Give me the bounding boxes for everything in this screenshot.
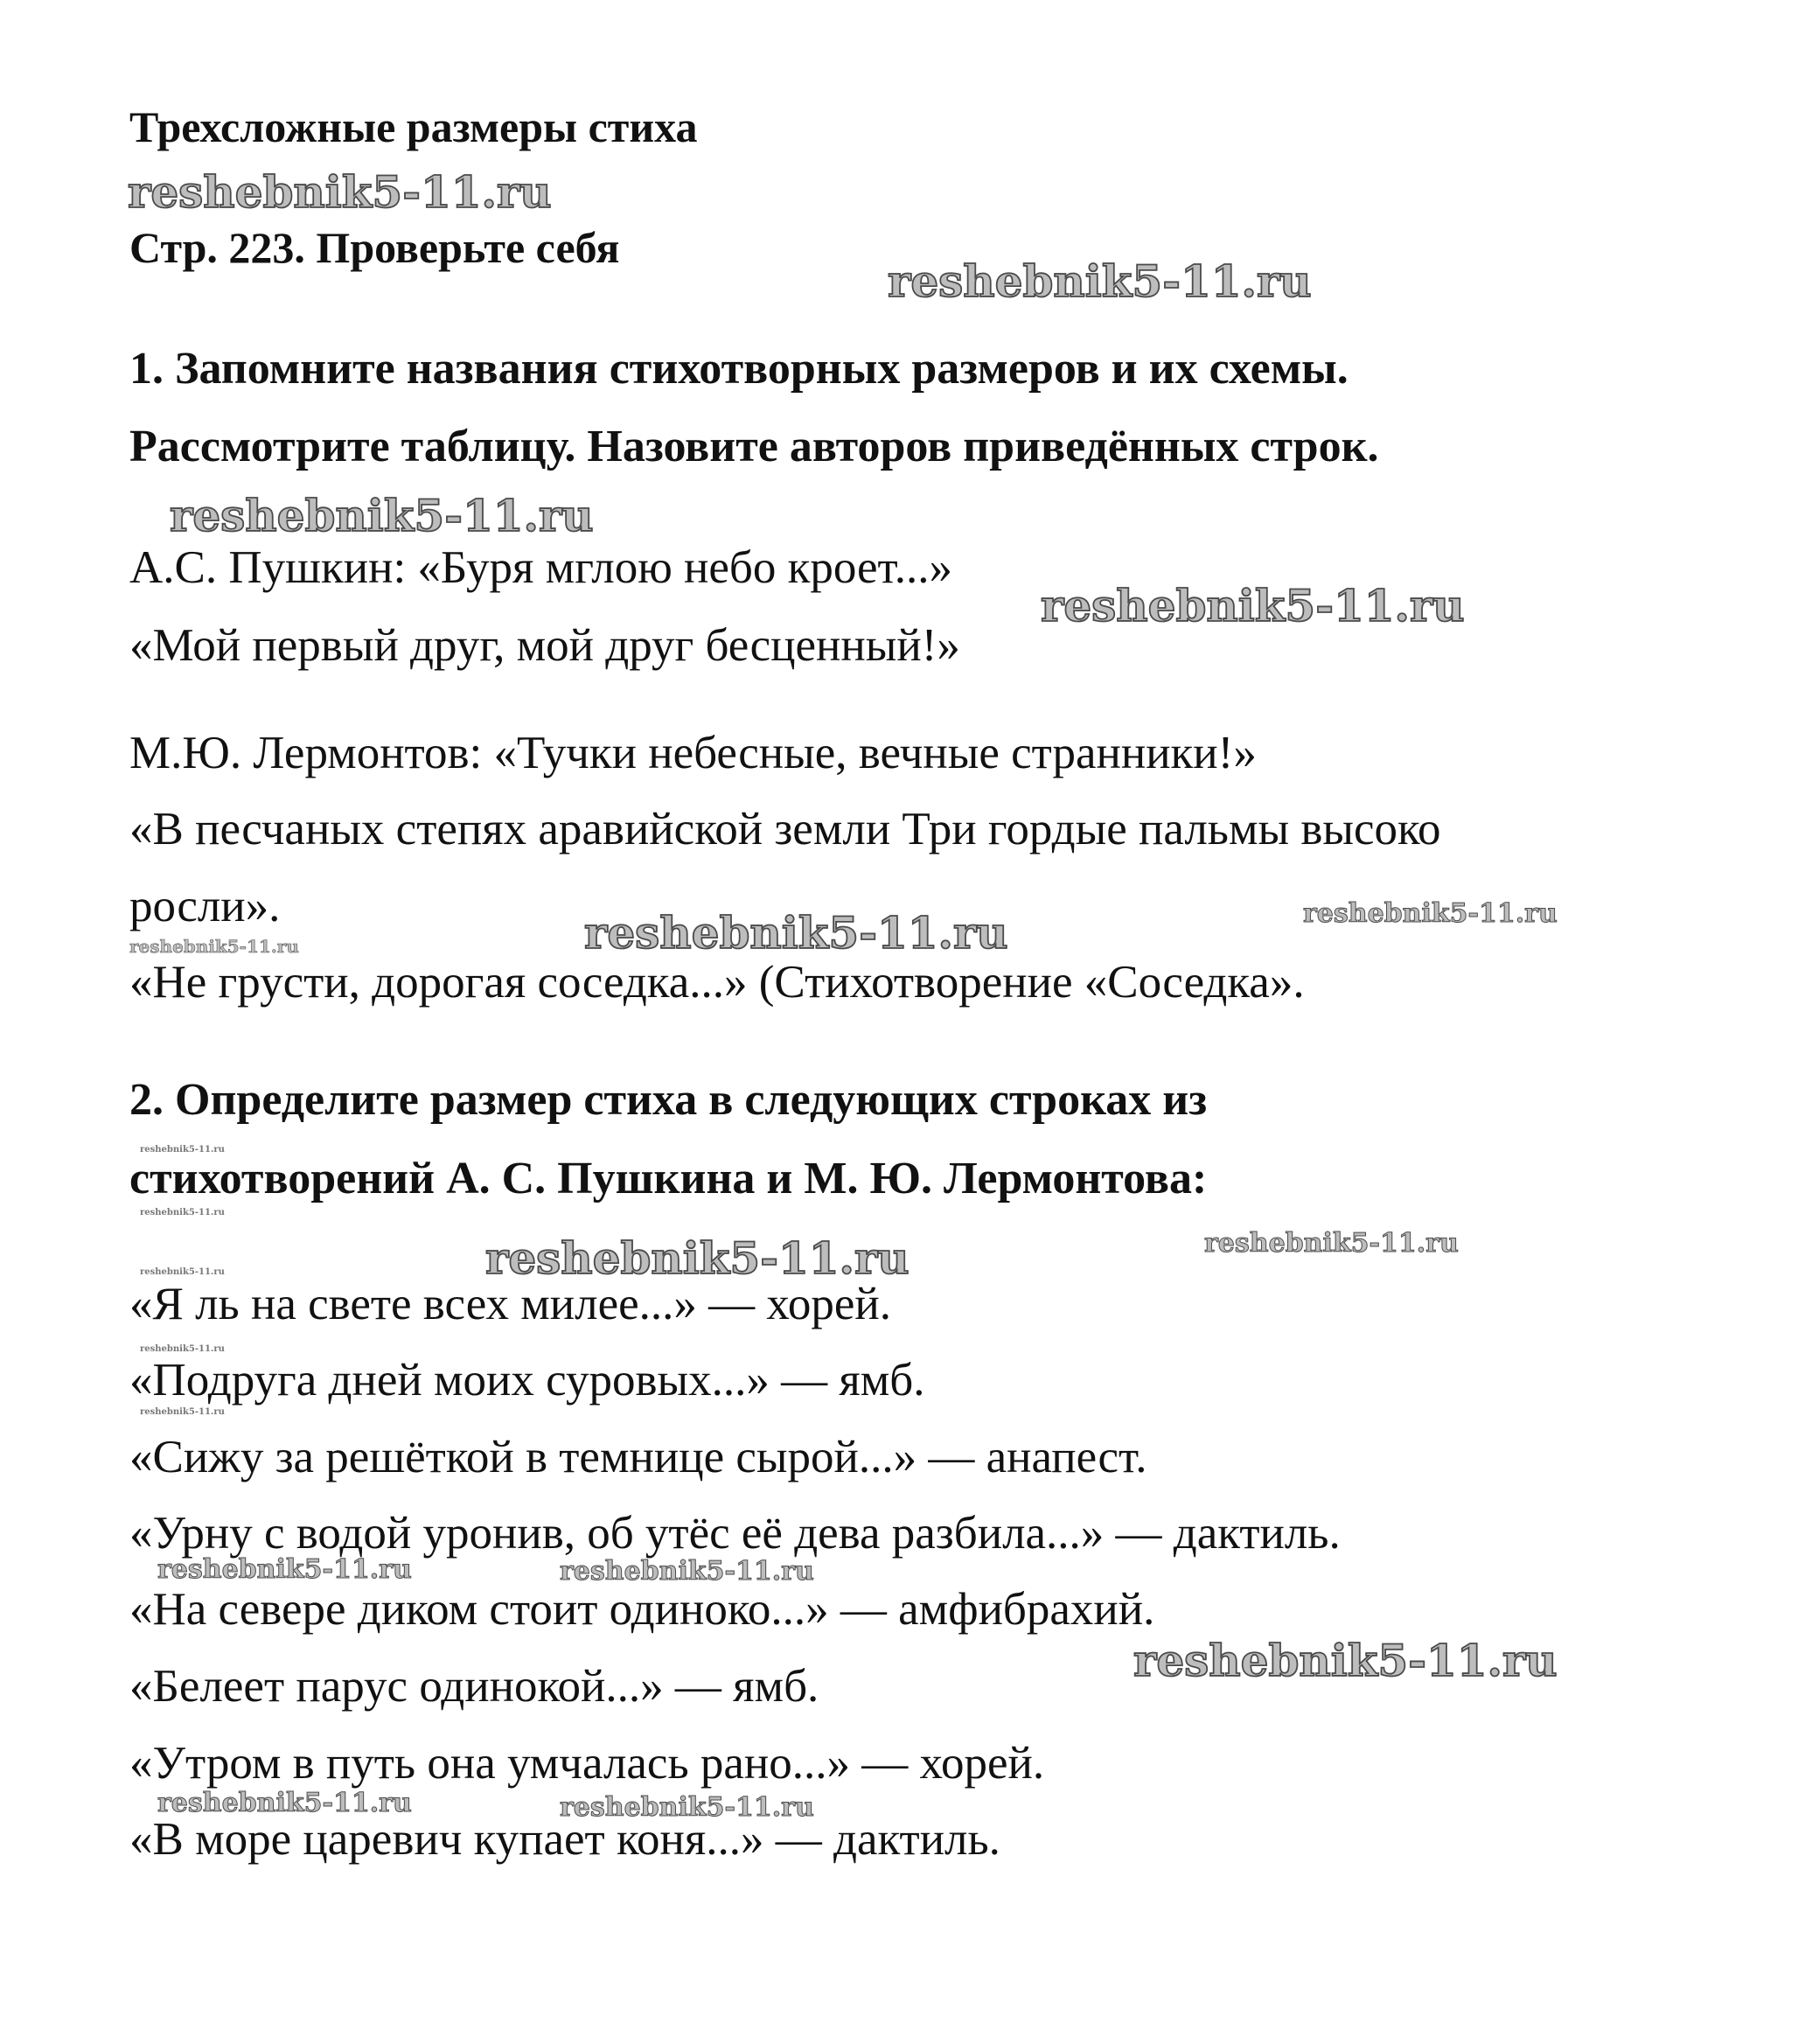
answer-lermontov-2-cont: росли». xyxy=(129,881,281,931)
watermark: reshebnik5-11.ru xyxy=(140,1344,225,1354)
watermark: reshebnik5-11.ru xyxy=(560,1792,814,1823)
watermark: reshebnik5-11.ru xyxy=(584,907,1008,959)
task2-line-2: стихотворений А. С. Пушкина и М. Ю. Лермонтова: xyxy=(129,1154,1208,1203)
watermark: reshebnik5-11.ru xyxy=(1204,1228,1459,1259)
meter-answer-8: «В море царевич купает коня...» — дактиль. xyxy=(129,1814,1000,1865)
meter-answer-6: «Белеет парус одинокой...» — ямб. xyxy=(129,1661,819,1712)
task1-line-1: 1. Запомните названия стихотворных размеров и их схемы. xyxy=(129,344,1349,394)
watermark: reshebnik5-11.ru xyxy=(170,490,594,541)
watermark: reshebnik5-11.ru xyxy=(157,1554,412,1585)
answer-lermontov-2: «В песчаных степях аравийской земли Три гордые пальмы высоко xyxy=(129,804,1441,855)
watermark: reshebnik5-11.ru xyxy=(560,1556,814,1587)
meter-answer-5: «На севере диком стоит одиноко...» — амфибрахий. xyxy=(129,1584,1155,1635)
answer-pushkin-1: А.С. Пушкин: «Буря мглою небо кроет...» xyxy=(129,542,952,593)
watermark: reshebnik5-11.ru xyxy=(888,255,1312,307)
watermark: reshebnik5-11.ru xyxy=(157,1788,412,1818)
watermark: reshebnik5-11.ru xyxy=(129,936,299,957)
task1-line-2: Рассмотрите таблицу. Назовите авторов приведённых строк. xyxy=(129,422,1379,471)
watermark: reshebnik5-11.ru xyxy=(1303,898,1558,929)
watermark: reshebnik5-11.ru xyxy=(128,166,552,218)
meter-answer-7: «Утром в путь она умчалась рано...» — хорей. xyxy=(129,1738,1045,1789)
meter-answer-4: «Урну с водой уронив, об утёс её дева разбила...» — дактиль. xyxy=(129,1508,1341,1559)
answer-lermontov-1: М.Ю. Лермонтов: «Тучки небесные, вечные странники!» xyxy=(129,728,1257,778)
page-title: Трехсложные размеры стиха xyxy=(129,102,698,151)
meter-answer-1: «Я ль на свете всех милее...» — хорей. xyxy=(129,1279,892,1329)
watermark: reshebnik5-11.ru xyxy=(140,1407,225,1417)
watermark: reshebnik5-11.ru xyxy=(140,1267,225,1277)
watermark: reshebnik5-11.ru xyxy=(1133,1635,1558,1686)
task2-line-1: 2. Определите размер стиха в следующих строках из xyxy=(129,1075,1208,1125)
watermark: reshebnik5-11.ru xyxy=(485,1232,910,1284)
watermark: reshebnik5-11.ru xyxy=(1041,580,1465,631)
meter-answer-3: «Сижу за решёткой в темнице сырой...» — анапест. xyxy=(129,1432,1147,1482)
watermark: reshebnik5-11.ru xyxy=(140,1145,225,1155)
watermark: reshebnik5-11.ru xyxy=(140,1208,225,1217)
answer-pushkin-2: «Мой первый друг, мой друг бесценный!» xyxy=(129,620,960,671)
meter-answer-2: «Подруга дней моих суровых...» — ямб. xyxy=(129,1355,925,1406)
page-reference: Стр. 223. Проверьте себя xyxy=(129,223,620,272)
answer-lermontov-3: «Не грусти, дорогая соседка...» (Стихотворение «Соседка». xyxy=(129,957,1305,1008)
